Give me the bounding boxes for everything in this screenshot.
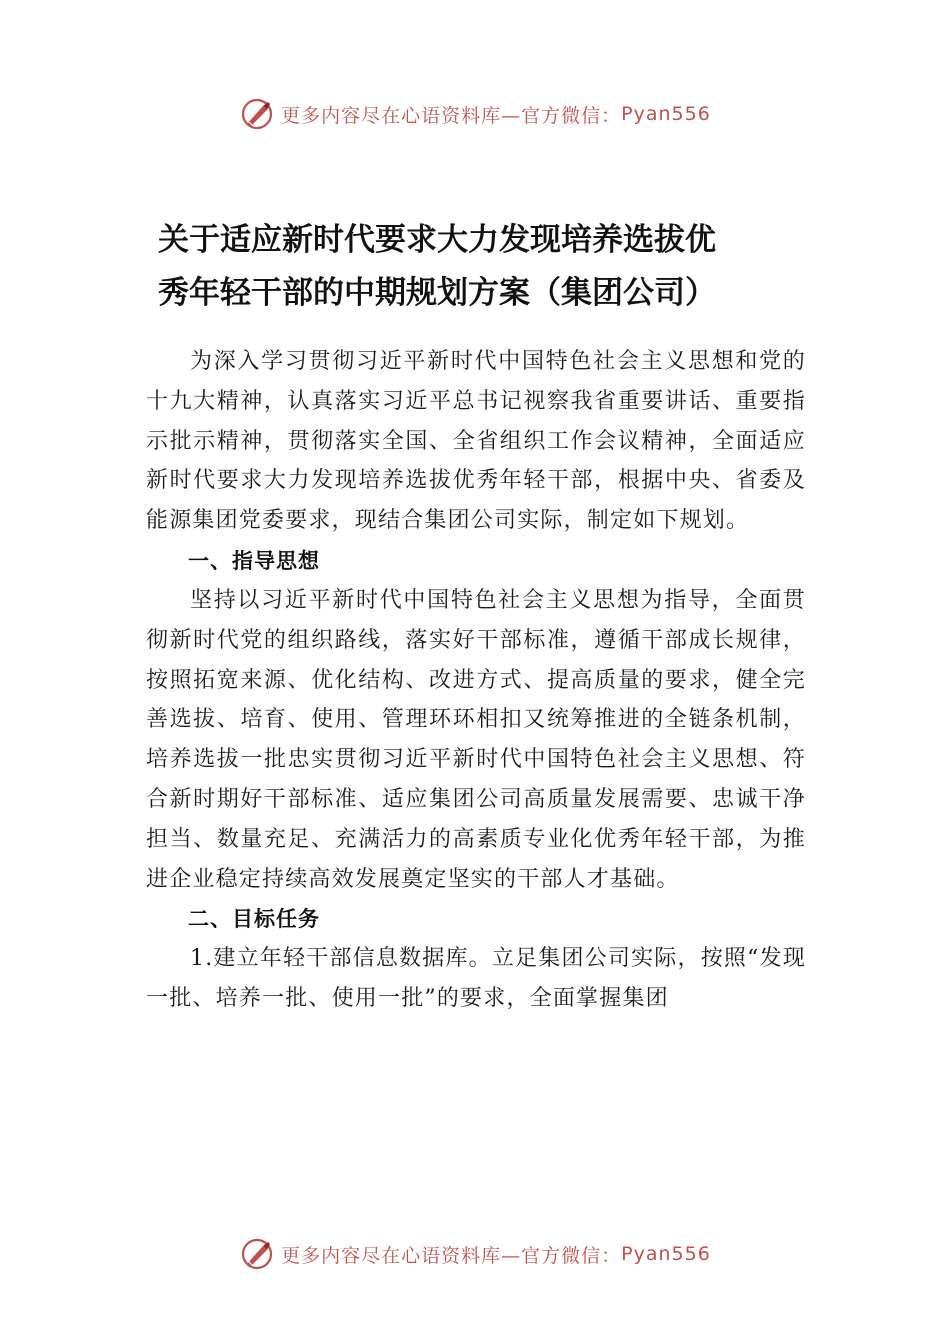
section-heading-1: 一、指导思想 [188, 548, 320, 573]
section-body-2: 1.建立年轻干部信息数据库。立足集团公司实际，按照“发现一批、培养一批、使用一批”的要求，全面掌握集团 [146, 946, 806, 1012]
pen-nib-logo [239, 96, 275, 132]
watermark-wechat-id: Pyan556 [621, 103, 711, 125]
pen-nib-logo [239, 1236, 275, 1272]
header-watermark [0, 94, 950, 134]
footer-watermark [0, 1234, 950, 1274]
title-line-1: 关于适应新时代要求大力发现培养选拔优 [158, 222, 716, 258]
document-body [146, 342, 806, 1019]
title-line-2: 秀年轻干部的中期规划方案（集团公司） [158, 275, 716, 311]
watermark-text: 更多内容尽在心语资料库—官方微信： [281, 104, 622, 127]
watermark-wechat-id: Pyan556 [621, 1243, 711, 1265]
document-title [158, 214, 818, 320]
section-body-1: 坚持以习近平新时代中国特色社会主义思想为指导，全面贯彻新时代党的组织路线，落实好干部标准，遵循干部成长规律，按照拓宽来源、优化结构、改进方式、提高质量的要求，健全完善选拔、培育、使用、管理环环相扣又统筹推进的全链条机制，培养选拔一批忠实贯彻习近平新时代中国特色社会主义思想、符合新时期好干部标准、适应集团公司高质量发展需要、忠诚干净担当、数量充足、充满活力的高素质专业化优秀年轻干部，为推进企业稳定持续高效发展奠定坚实的干部人才基础。 [146, 587, 806, 892]
watermark-text: 更多内容尽在心语资料库—官方微信： [281, 1244, 622, 1267]
intro-paragraph: 为深入学习贯彻习近平新时代中国特色社会主义思想和党的十九大精神，认真落实习近平总书记视察我省重要讲话、重要指示批示精神，贯彻落实全国、全省组织工作会议精神，全面适应新时代要求大力发现培养选拔优秀年轻干部，根据中央、省委及能源集团党委要求，现结合集团公司实际，制定如下规划。 [146, 349, 806, 534]
section-heading-2: 二、目标任务 [188, 907, 320, 932]
